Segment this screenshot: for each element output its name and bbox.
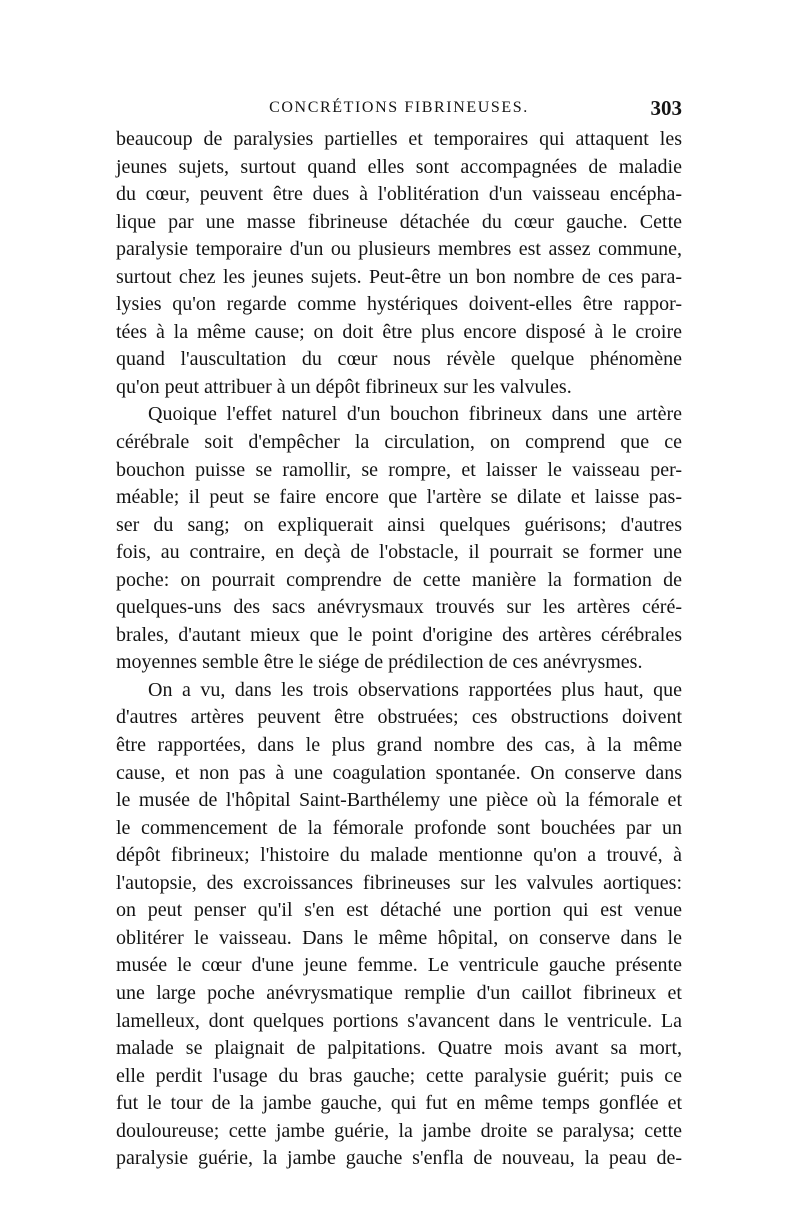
text-line: douloureuse; cette jambe guérie, la jambe droite se paralysa; cette (116, 1119, 682, 1142)
text-line: jeunes sujets, surtout quand elles sont accompagnées de maladie (116, 155, 682, 178)
text-line: tées à la même cause; on doit être plus encore disposé à le croire (116, 320, 682, 343)
text-line: fut le tour de la jambe gauche, qui fut en même temps gonflée et (116, 1092, 682, 1115)
text-line: ser du sang; on expliquerait ainsi quelques guérisons; d'autres (116, 513, 682, 536)
text-line: du cœur, peuvent être dues à l'oblitération d'un vaisseau encépha- (116, 183, 682, 206)
text-line: cérébrale soit d'empêcher la circulation, on comprend que ce (116, 431, 682, 454)
text-line: paralysie guérie, la jambe gauche s'enfla de nouveau, la peau de- (116, 1147, 682, 1170)
text-line: une large poche anévrysmatique remplie d'un caillot fibrineux et (116, 981, 682, 1004)
text-line: paralysie temporaire d'un ou plusieurs membres est assez commune, (116, 238, 682, 261)
text-line: méable; il peut se faire encore que l'artère se dilate et laisse pas- (116, 486, 682, 509)
text-line: le commencement de la fémorale profonde sont bouchées par un (116, 816, 682, 839)
text-line: l'autopsie, des excroissances fibrineuses sur les valvules aortiques: (116, 871, 682, 894)
text-line: Quoique l'effet naturel d'un bouchon fibrineux dans une artère (148, 403, 682, 426)
text-line: oblitérer le vaisseau. Dans le même hôpital, on conserve dans le (116, 926, 682, 949)
page-number: 303 (650, 96, 682, 120)
text-line: quelques-uns des sacs anévrysmaux trouvés sur les artères céré- (116, 596, 682, 619)
text-line: surtout chez les jeunes sujets. Peut-être un bon nombre de ces para- (116, 265, 682, 288)
paragraph (116, 126, 682, 401)
text-line: d'autres artères peuvent être obstruées; ces obstructions doivent (116, 706, 682, 729)
running-title: CONCRÉTIONS FIBRINEUSES. (269, 99, 529, 116)
text-line: poche: on pourrait comprendre de cette manière la formation de (116, 568, 682, 591)
text-line: qu'on peut attribuer à un dépôt fibrineux sur les valvules. (116, 375, 572, 398)
text-line: on peut penser qu'il s'en est détaché une portion qui est venue (116, 899, 682, 922)
text-line: quand l'auscultation du cœur nous révèle quelque phénomène (116, 348, 682, 371)
text-line: beaucoup de paralysies partielles et temporaires qui attaquent les (116, 128, 682, 150)
text-line: elle perdit l'usage du bras gauche; cette paralysie guérit; puis ce (116, 1064, 682, 1087)
text-line: fois, au contraire, en deçà de l'obstacle, il pourrait se former une (116, 541, 682, 564)
body-text (116, 126, 682, 1173)
text-line: lamelleux, dont quelques portions s'avancent dans le ventricule. La (116, 1009, 682, 1032)
text-line: brales, d'autant mieux que le point d'origine des artères cérébrales (116, 623, 682, 646)
text-line: être rapportées, dans le plus grand nombre des cas, à la même (116, 734, 682, 757)
text-line: dépôt fibrineux; l'histoire du malade mentionne qu'on a trouvé, à (116, 844, 682, 867)
running-header (116, 96, 682, 122)
text-line: malade se plaignait de palpitations. Quatre mois avant sa mort, (116, 1037, 682, 1060)
text-line: moyennes semble être le siége de prédilection de ces anévrysmes. (116, 651, 643, 674)
paragraph (116, 677, 682, 1173)
text-line: lysies qu'on regarde comme hystériques doivent-elles être rappor- (116, 293, 682, 316)
text-line: musée le cœur d'une jeune femme. Le ventricule gauche présente (116, 954, 682, 977)
text-line: On a vu, dans les trois observations rapportées plus haut, que (148, 678, 682, 701)
text-line: bouchon puisse se ramollir, se rompre, et laisser le vaisseau per- (116, 458, 682, 481)
text-line: cause, et non pas à une coagulation spontanée. On conserve dans (116, 761, 682, 784)
text-line: lique par une masse fibrineuse détachée du cœur gauche. Cette (116, 210, 682, 233)
text-line: le musée de l'hôpital Saint-Barthélemy une pièce où la fémorale et (116, 789, 682, 812)
paragraph (116, 401, 682, 676)
